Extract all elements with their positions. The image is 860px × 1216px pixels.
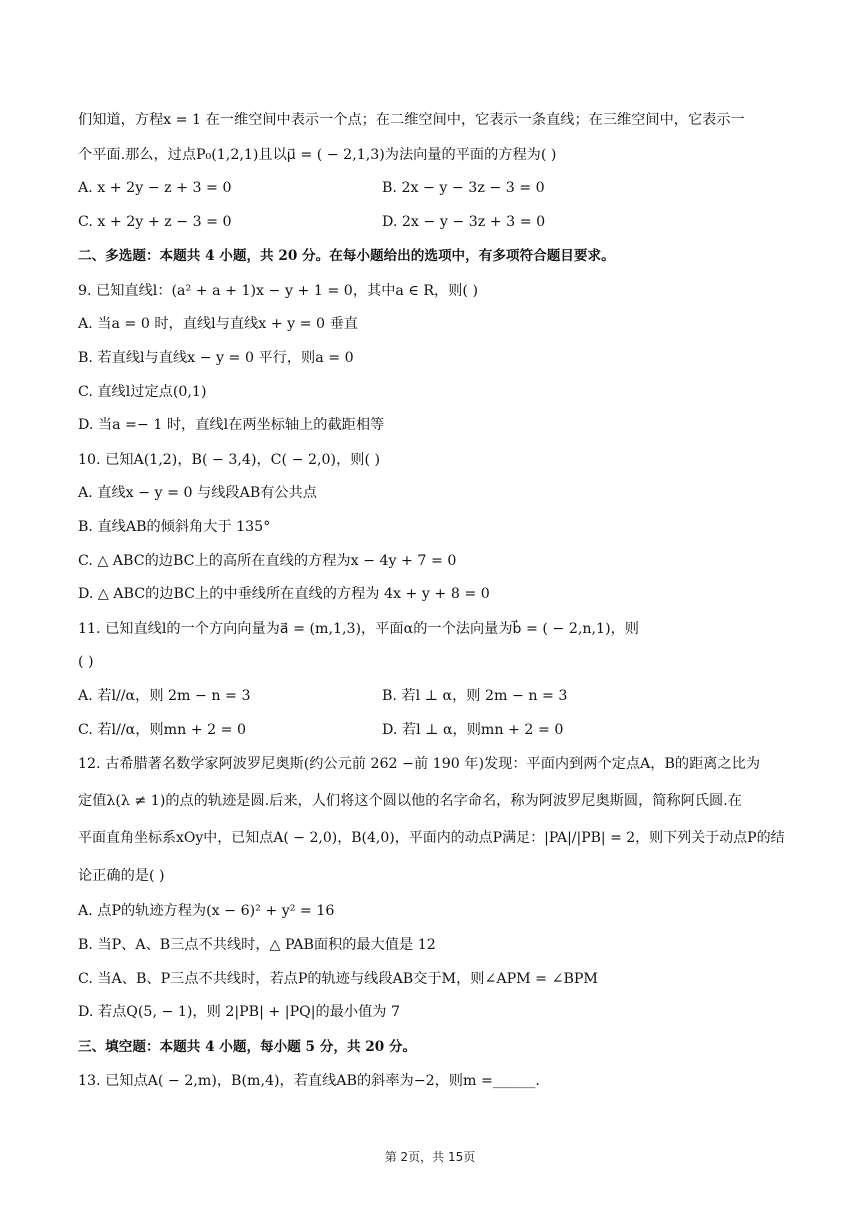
section-heading: 三、填空题：本题共 4 小题，每小题 5 分，共 20 分。 [78, 1039, 417, 1055]
question-10: 10. 已知A(1,2)，B( − 3,4)，C( − 2,0)，则( ) [78, 452, 381, 468]
option-c: C. 当A、B、P三点不共线时，若点P的轨迹与线段AB交于M，则∠APM = ∠BPM [78, 971, 598, 987]
text-line: 平面直角坐标系xOy中，已知点A( − 2,0)，B(4,0)，平面内的动点P满足：|PA|/|PB| = 2，则下列关于动点P的结 [78, 830, 785, 846]
option-b: B. 若直线l与直线x − y = 0 平行，则a = 0 [78, 350, 354, 366]
question-13: 13. 已知点A( − 2,m)，B(m,4)，若直线AB的斜率为−2，则m =______. [78, 1073, 540, 1089]
option-a: A. x + 2y − z + 3 = 0 [78, 180, 232, 196]
answer-paren: ( ) [78, 654, 94, 670]
option-b: B. 当P、A、B三点不共线时，△ PAB面积的最大值是 12 [78, 937, 436, 953]
option-c: C. x + 2y + z − 3 = 0 [78, 214, 232, 230]
option-b: B. 若l ⊥ α，则 2m − n = 3 [382, 688, 568, 704]
option-d: D. 若点Q(5, − 1)，则 2|PB| + |PQ|的最小值为 7 [78, 1004, 400, 1020]
option-c: C. 直线l过定点(0,1) [78, 384, 207, 400]
option-d: D. △ ABC的边BC上的中垂线所在直线的方程为 4x + y + 8 = 0 [78, 586, 490, 602]
option-a: A. 若l//α，则 2m − n = 3 [78, 688, 251, 704]
option-d: D. 若l ⊥ α，则mn + 2 = 0 [382, 722, 564, 738]
page-footer: 第 2页，共 15页 [384, 1150, 476, 1164]
option-a: A. 直线x − y = 0 与线段AB有公共点 [78, 485, 317, 501]
option-b: B. 2x − y − 3z − 3 = 0 [382, 180, 545, 196]
question-12: 12. 古希腊著名数学家阿波罗尼奥斯(约公元前 262 −前 190 年)发现：平面内到两个定点A，B的距离之比为 [78, 756, 761, 772]
section-heading: 二、多选题：本题共 4 小题，共 20 分。在每小题给出的选项中，有多项符合题目要求。 [78, 248, 615, 264]
option-d: D. 2x − y − 3z + 3 = 0 [382, 214, 546, 230]
option-a: A. 点P的轨迹方程为(x − 6)² + y² = 16 [78, 903, 335, 919]
option-d: D. 当a =− 1 时，直线l在两坐标轴上的截距相等 [78, 417, 385, 433]
text-line: 定值λ(λ ≠ 1)的点的轨迹是圆.后来，人们将这个圆以他的名字命名，称为阿波罗尼奥斯圆，简称阿氏圆.在 [78, 793, 742, 809]
text-line: 个平面.那么，过点P₀(1,2,1)且以μ⃗ = ( − 2,1,3)为法向量的平面的方程为( ) [78, 147, 557, 163]
option-c: C. 若l//α，则mn + 2 = 0 [78, 722, 247, 738]
option-b: B. 直线AB的倾斜角大于 135° [78, 519, 271, 535]
text-line: 论正确的是( ) [78, 868, 165, 884]
option-a: A. 当a = 0 时，直线l与直线x + y = 0 垂直 [78, 316, 358, 332]
question-9: 9. 已知直线l：(a² + a + 1)x − y + 1 = 0，其中a ∈ R，则( ) [78, 283, 479, 299]
option-c: C. △ ABC的边BC上的高所在直线的方程为x − 4y + 7 = 0 [78, 553, 457, 569]
text-line: 们知道，方程x = 1 在一维空间中表示一个点；在二维空间中，它表示一条直线；在三维空间中，它表示一 [78, 112, 745, 128]
question-11: 11. 已知直线l的一个方向向量为a⃗ = (m,1,3)，平面α的一个法向量为b⃗ = ( − 2,n,1)，则 [78, 621, 639, 637]
